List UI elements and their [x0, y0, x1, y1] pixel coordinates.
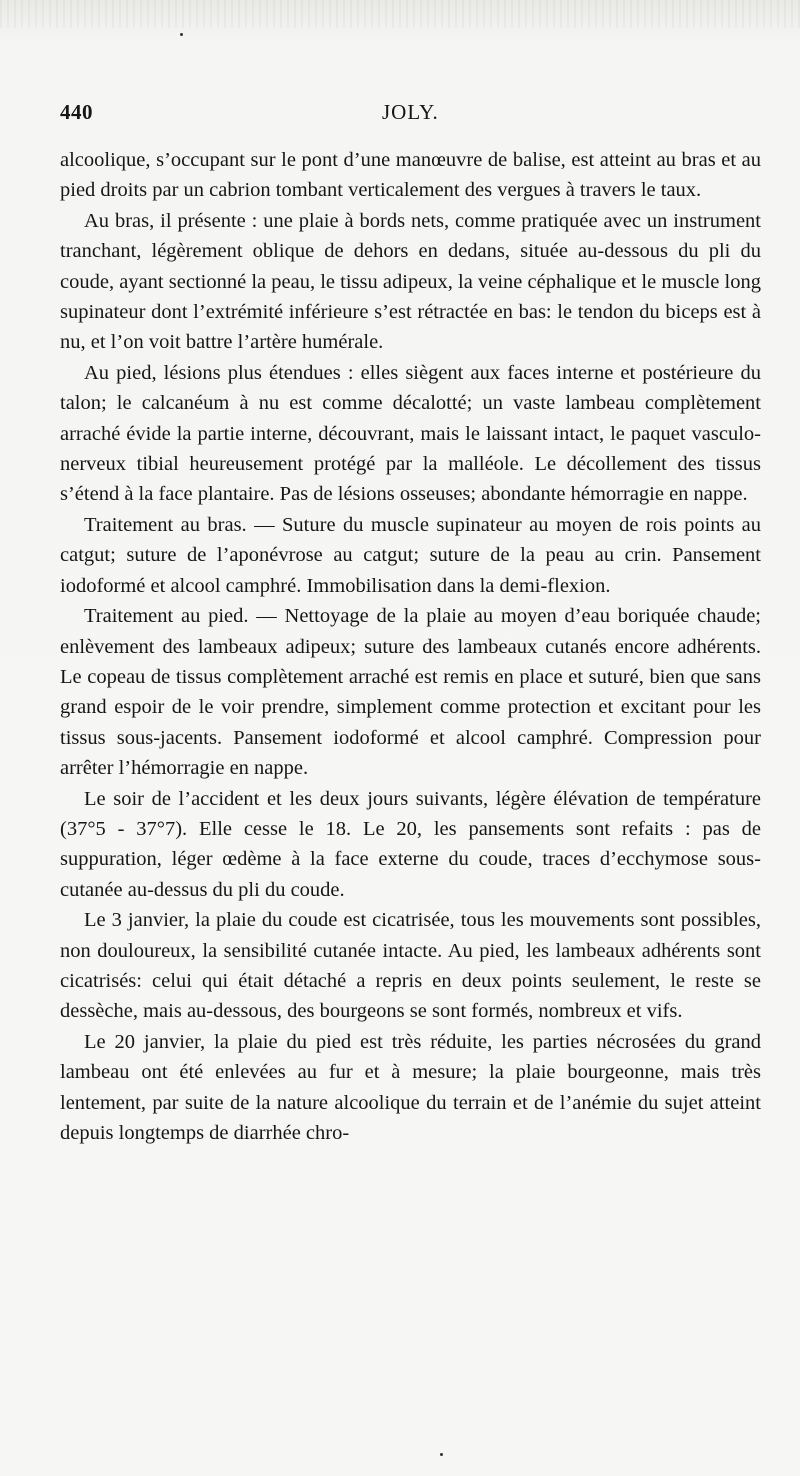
paragraph-3: Au pied, lésions plus étendues : elles siègent aux faces interne et postérieure du talon; le calcanéum à nu est comme décalotté; un vaste lambeau complètement arraché évide la partie interne, découvrant, mais le laissant intact, le paquet vasculo-nerveux tibial heureusement protégé par la malléole. Le décollement des tissus s’étend à la face plantaire. Pas de lésions osseuses; abondante hémorragie en nappe.: [60, 361, 761, 506]
page-header: [60, 100, 760, 134]
body-text: [60, 145, 761, 1148]
page-number: 440: [60, 100, 93, 124]
paragraph-4: Traitement au bras. — Suture du muscle supinateur au moyen de rois points au catgut; suture de l’aponévrose au catgut; suture de la peau au crin. Pansement iodoformé et alcool camphré. Immobilisation dans la demi-flexion.: [60, 513, 761, 597]
scan-speck: [180, 33, 183, 36]
running-head: JOLY.: [382, 100, 439, 124]
paragraph-2: Au bras, il présente : une plaie à bords nets, comme pratiquée avec un instrument tranchant, légèrement oblique de dehors en dedans, située au-dessous du pli du coude, ayant sectionné la peau, le tissu adipeux, la veine céphalique et le muscle long supinateur dont l’extrémité inférieure s’est rétractée en bas: le tendon du biceps est à nu, et l’on voit battre l’artère humérale.: [60, 209, 761, 354]
paragraph-7: Le 3 janvier, la plaie du coude est cicatrisée, tous les mouvements sont possibles, non douloureux, la sensibilité cutanée intacte. Au pied, les lambeaux adhérents sont cicatrisés: celui qui était détaché a repris en deux points seulement, le reste se dessèche, mais au-dessous, des bourgeons se sont formés, nombreux et vifs.: [60, 909, 761, 1023]
scan-edge-noise: [0, 0, 800, 28]
paragraph-6: Le soir de l’accident et les deux jours suivants, légère élévation de température (37°5 - 37°7). Elle cesse le 18. Le 20, les pansements sont refaits : pas de suppuration, léger œdème à la face externe du coude, traces d’ecchymose sous-cutanée au-dessus du pli du coude.: [60, 787, 761, 901]
paragraph-1: alcoolique, s’occupant sur le pont d’une manœuvre de balise, est atteint au bras et au pied droits par un cabrion tombant verticalement des vergues à travers le taux.: [60, 149, 761, 202]
scan-speck: [440, 1453, 443, 1456]
paragraph-8: Le 20 janvier, la plaie du pied est très réduite, les parties nécrosées du grand lambeau ont été enlevées au fur et à mesure; la plaie bourgeonne, mais très lentement, par suite de la nature alcoolique du terrain et de l’anémie du sujet atteint depuis longtemps de diarrhée chro-: [60, 1030, 761, 1144]
paragraph-5: Traitement au pied. — Nettoyage de la plaie au moyen d’eau boriquée chaude; enlèvement des lambeaux adipeux; suture des lambeaux cutanés encore adhérents. Le copeau de tissus complètement arraché est remis en place et suturé, bien que sans grand espoir de le voir prendre, simplement comme protection et excitant pour les tissus sous-jacents. Pansement iodoformé et alcool camphré. Compression pour arrêter l’hémorragie en nappe.: [60, 605, 761, 780]
